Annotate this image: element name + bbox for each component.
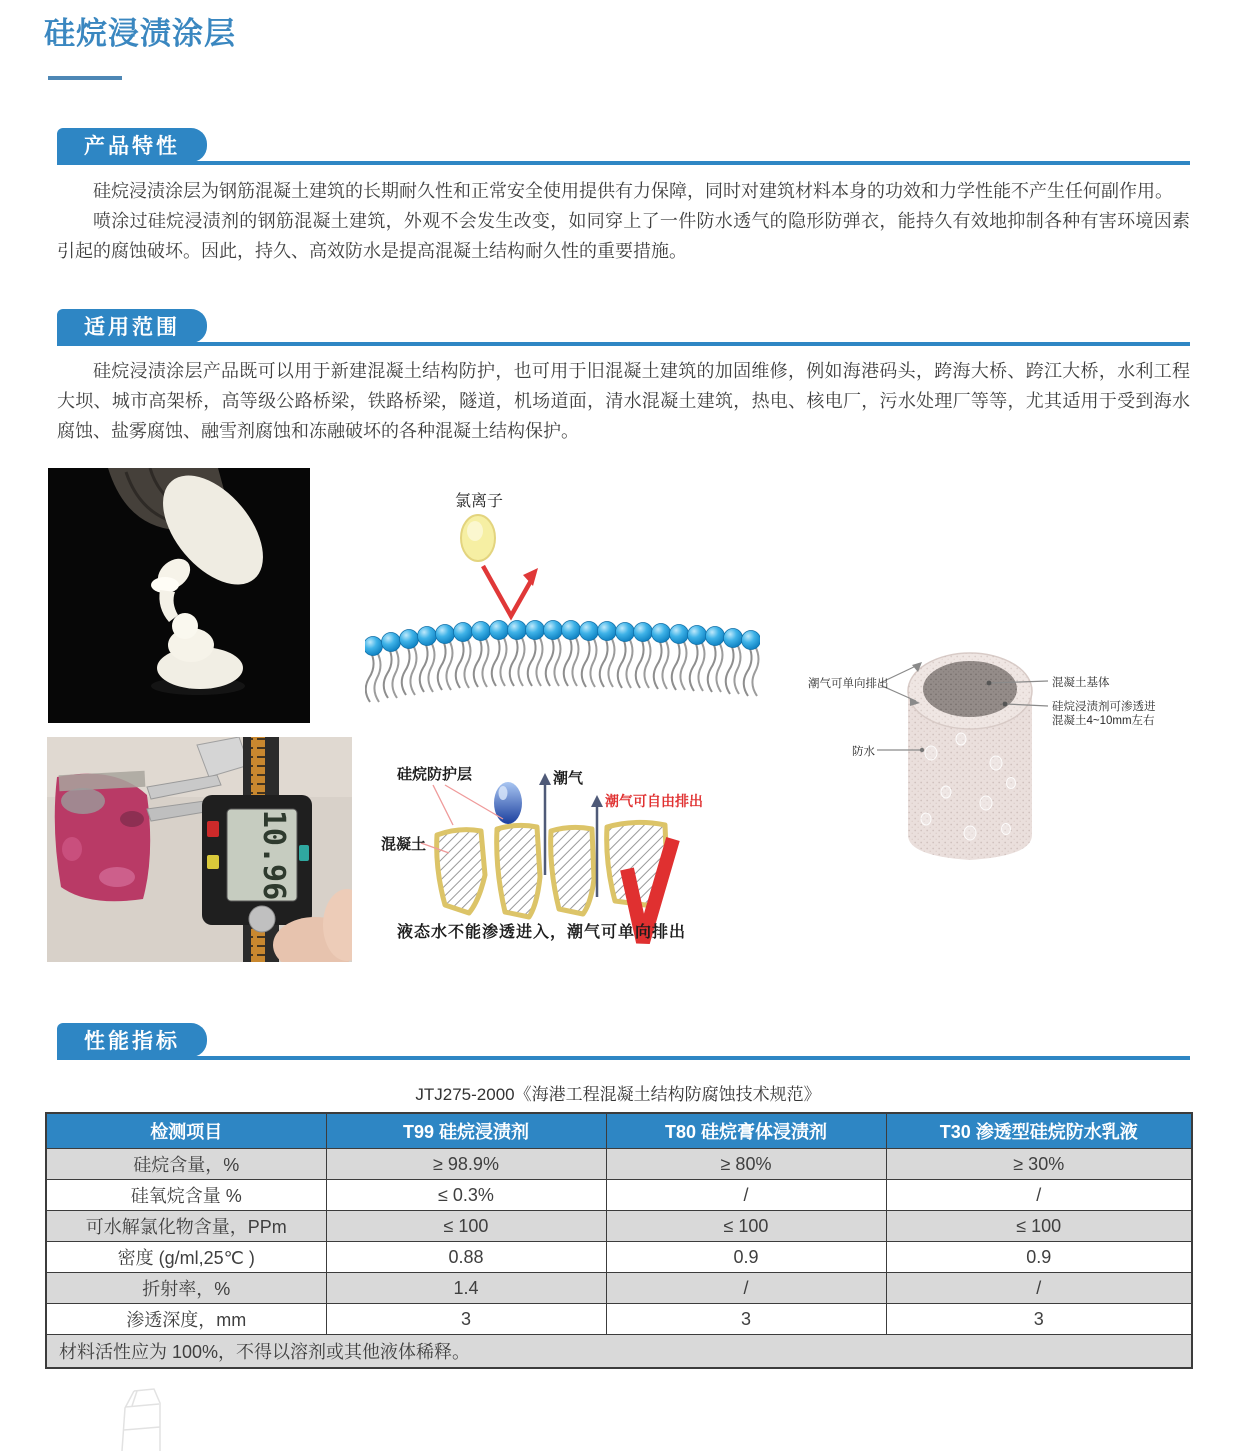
concrete-cylinder-diagram (800, 643, 1156, 873)
table-caption: JTJ275-2000《海港工程混凝土结构防腐蚀技术规范》 (415, 1085, 821, 1104)
table-cell: ≥ 80% (606, 1149, 886, 1180)
caliper-measurement-photo (47, 737, 352, 962)
table-cell: 3 (606, 1304, 886, 1335)
cylinder-moisture-out-label: 潮气可单向排出 (808, 678, 889, 690)
scope-paragraphs (57, 356, 1190, 446)
moisture-caption: 液态水不能渗透进入，潮气可单向排出 (397, 924, 687, 941)
chloride-diagram-image (365, 480, 760, 705)
table-row (46, 1273, 1192, 1304)
table-row (46, 1242, 1192, 1273)
features-paragraphs (57, 176, 1190, 266)
table-row (46, 1180, 1192, 1211)
table-cell: ≥ 98.9% (326, 1149, 606, 1180)
table-header-cell: T99 硅烷浸渍剂 (326, 1113, 606, 1149)
svg-text:10.96: 10.96 (256, 809, 291, 901)
table-cell: 可水解氯化物含量，PPm (46, 1211, 326, 1242)
chloride-ion-diagram (365, 480, 760, 705)
section-heading-features: 产品特性 (57, 128, 207, 162)
pouring-bottle-photo-image (48, 468, 310, 723)
moisture-layer-label: 硅烷防护层 (397, 766, 473, 783)
table-header-cell: T80 硅烷膏体浸渍剂 (606, 1113, 886, 1149)
table-cell: 0.9 (606, 1242, 886, 1273)
title-underline (48, 76, 122, 80)
section-divider (57, 161, 1190, 165)
table-cell: 密度 (g/ml,25℃ ) (46, 1242, 326, 1273)
features-para-2: 喷涂过硅烷浸渍剂的钢筋混凝土建筑，外观不会发生改变，如同穿上了一件防水透气的隐形防弹衣，能持久有效地抑制各种有害环境因素引起的腐蚀破坏。因此，持久、高效防水是提高混凝土结构耐久性的重要措施。 (57, 211, 1190, 261)
table-cell: 折射率，% (46, 1273, 326, 1304)
table-cell: / (606, 1180, 886, 1211)
table-cell: ≥ 30% (886, 1149, 1192, 1180)
table-cell: / (886, 1180, 1192, 1211)
table-cell: 0.88 (326, 1242, 606, 1273)
table-cell: 0.9 (886, 1242, 1192, 1273)
table-cell: 1.4 (326, 1273, 606, 1304)
moisture-vapor-label: 潮气 (553, 770, 584, 787)
moisture-free-out-label: 潮气可自由排出 (605, 793, 703, 809)
cylinder-penetration-label-1: 硅烷浸渍剂可渗透进 (1052, 701, 1156, 713)
faint-bottle-outline-image (112, 1388, 176, 1451)
table-footnote-row (46, 1335, 1192, 1369)
section-divider (57, 1056, 1190, 1060)
page-title: 硅烷浸渍涂层 (44, 16, 236, 51)
table-cell: 硅氧烷含量 % (46, 1180, 326, 1211)
table-cell: 3 (886, 1304, 1192, 1335)
table-cell: 硅烷含量，% (46, 1149, 326, 1180)
table-row (46, 1304, 1192, 1335)
table-header-cell: 检测项目 (46, 1113, 326, 1149)
section-heading-performance: 性能指标 (57, 1023, 207, 1057)
features-para-1: 硅烷浸渍涂层为钢筋混凝土建筑的长期耐久性和正常安全使用提供有力保障，同时对建筑材料本身的功效和力学性能不产生任何副作用。 (93, 181, 1173, 201)
chloride-ion-label: 氯离子 (455, 493, 504, 510)
table-row (46, 1149, 1192, 1180)
table-footnote: 材料活性应为 100%，不得以溶剂或其他液体稀释。 (46, 1335, 1192, 1369)
table-cell: / (886, 1273, 1192, 1304)
table-cell: ≤ 100 (326, 1211, 606, 1242)
table-cell: 3 (326, 1304, 606, 1335)
scope-para-1: 硅烷浸渍涂层产品既可以用于新建混凝土结构防护，也可用于旧混凝土建筑的加固维修，例如海港码头，跨海大桥、跨江大桥，水利工程大坝、城市高架桥，高等级公路桥梁，铁路桥梁，隧道，机场道面，清水混凝土建筑，热电、核电厂，污水处理厂等等，尤其适用于受到海水腐蚀、盐雾腐蚀、融雪剂腐蚀和冻融破坏的各种混凝土结构保护。 (57, 361, 1190, 441)
table-row (46, 1211, 1192, 1242)
cylinder-waterproof-label: 防水 (852, 746, 875, 758)
table-cell: ≤ 0.3% (326, 1180, 606, 1211)
cylinder-matrix-label: 混凝土基体 (1052, 677, 1110, 689)
section-divider (57, 342, 1190, 346)
caliper-photo-image (47, 737, 352, 962)
faint-bottle-outline (112, 1388, 176, 1451)
table-cell: ≤ 100 (886, 1211, 1192, 1242)
moisture-concrete-label: 混凝土 (381, 836, 427, 853)
performance-table (45, 1112, 1193, 1369)
table-cell: / (606, 1273, 886, 1304)
table-cell: ≤ 100 (606, 1211, 886, 1242)
pouring-bottle-photo (48, 468, 310, 723)
cylinder-penetration-label-2: 混凝土4~10mm左右 (1052, 715, 1155, 727)
section-heading-scope: 适用范围 (57, 309, 207, 343)
moisture-diagram (375, 757, 710, 959)
table-header-cell: T30 渗透型硅烷防水乳液 (886, 1113, 1192, 1149)
table-cell: 渗透深度，mm (46, 1304, 326, 1335)
table-header-row (46, 1113, 1192, 1149)
